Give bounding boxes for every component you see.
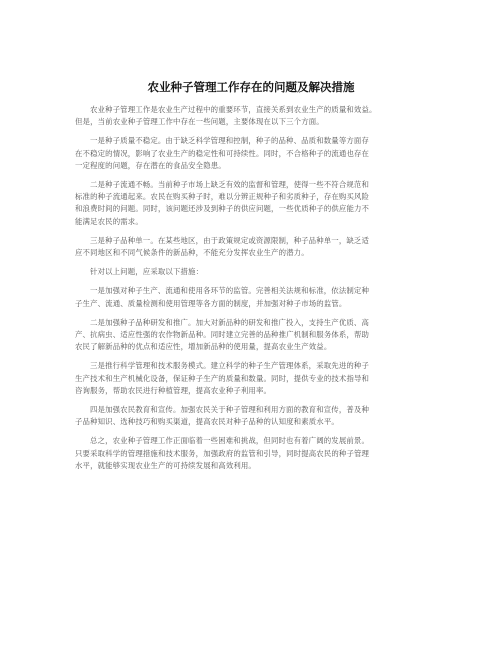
document-body	[75, 104, 430, 479]
paragraph	[75, 235, 430, 259]
paragraph-line: 三是推行科学管理和技术服务模式。建立科学的种子生产管理体系，采取先进的种子	[90, 361, 370, 371]
paragraph	[75, 104, 430, 128]
paragraph-line: 生产技术和生产机械化设备，保证种子生产的质量和数量。同时，提供专业的技术指导和	[75, 373, 370, 383]
paragraph-line: 只要采取科学的管理措施和技术服务，加强政府的监管和引导，同时提高农民的种子管理	[75, 448, 370, 458]
paragraph	[75, 285, 430, 309]
document-title: 农业种子管理工作存在的问题及解决措施	[147, 80, 355, 94]
paragraph-line: 农业种子管理工作是农业生产过程中的重要环节，直接关系到农业生产的质量和效益。	[90, 105, 377, 114]
paragraph-line: 应不同地区和不同气候条件的新品种，不能充分发挥农业生产的潜力。	[75, 248, 309, 258]
paragraph-line: 一定程度的问题，存在潜在的食品安全隐患。	[75, 160, 226, 170]
paragraph-line: 四是加强农民教育和宣传。加强农民关于种子管理和利用方面的教育和宣传，普及种	[90, 405, 370, 415]
paragraph-line: 能满足农民的需求。	[75, 216, 143, 226]
paragraph-line: 产、抗病虫、适应性强的农作物新品种。同时建立完善的品种推广机制和服务体系，帮助	[75, 330, 370, 340]
paragraph-line: 咨询服务，帮助农民进行种植管理，提高农业种子利用率。	[75, 385, 272, 395]
paragraph-line: 一是加强对种子生产、流通和使用各环节的监管。完善相关法规和标准，依法制定种	[90, 286, 370, 296]
paragraph-line: 但是，当前农业种子管理工作中存在一些问题，主要体现在以下三个方面。	[75, 117, 324, 127]
paragraph-line: 二是种子流通不畅。当前种子市场上缺乏有效的监督和管理，使得一些不符合规范和	[90, 180, 370, 190]
paragraph-line: 总之，农业种子管理工作正面临着一些困难和挑战，但同时也有着广阔的发展前景。	[90, 436, 370, 446]
paragraph-line: 和浪费时间的问题。同时，该问题还涉及到种子的供应问题，一些优质种子的供应能力不	[75, 204, 370, 214]
paragraph	[75, 266, 430, 278]
paragraph-line: 针对以上问题，应采取以下措施：	[90, 267, 204, 277]
paragraph	[75, 404, 430, 428]
paragraph	[75, 179, 430, 228]
paragraph-line: 水平，就能够实现农业生产的可持续发展和高效利用。	[75, 460, 256, 470]
paragraph-line: 农民了解新品种的优点和适应性，增加新品种的使用量，提高农业生产效益。	[75, 342, 332, 352]
paragraph-line: 标准的种子流通起来。农民在购买种子时，难以分辨正规种子和劣质种子，存在购买风险	[75, 192, 370, 202]
paragraph-line: 二是加强种子品种研发和推广。加大对新品种的研发和推广投入，支持生产优质、高	[90, 317, 370, 327]
paragraph	[75, 360, 430, 397]
paragraph-line: 三是种子品种单一。在某些地区，由于政策规定或资源限制，种子品种单一，缺乏适	[90, 235, 370, 245]
paragraph-line: 在不稳定的情况，影响了农业生产的稳定性和可持续性。同时，不合格种子的流通也存在	[75, 148, 370, 158]
paragraph	[75, 317, 430, 354]
paragraph-line: 子生产、流通、质量检测和使用管理等各方面的制度，并加强对种子市场的监管。	[75, 298, 347, 308]
paragraph	[75, 435, 430, 472]
paragraph-line: 一是种子质量不稳定。由于缺乏科学管理和控制，种子的品种、品质和数量等方面存	[90, 136, 370, 146]
paragraph	[75, 135, 430, 172]
paragraph-line: 子品种知识、选种技巧和购买渠道，提高农民对种子品种的认知度和素质水平。	[75, 417, 339, 427]
